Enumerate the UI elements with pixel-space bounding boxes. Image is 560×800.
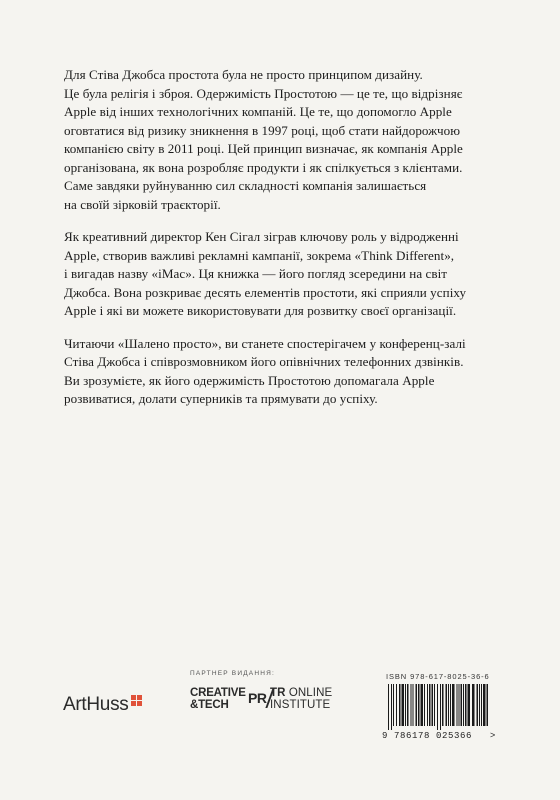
partner-label: ПАРТНЕР ВИДАННЯ: — [190, 670, 276, 677]
barcode-bar — [416, 684, 418, 726]
barcode-end-mark: > — [490, 730, 496, 740]
text-line: і вигадав назву «iMac». Ця книжка — його погляд зсередини на світ — [64, 266, 448, 281]
barcode-bar — [459, 684, 460, 726]
text-line: Саме завдяки руйнуванню сил складності компанія залишається — [64, 178, 427, 193]
barcode-bar — [450, 684, 451, 726]
barcode-bar — [407, 684, 409, 726]
text-line: оговтатися від ризику зникнення в 1997 році, щоб стати найдорожчою — [64, 122, 461, 138]
description-text — [64, 66, 496, 423]
barcode-bar — [411, 684, 412, 726]
text-line: на своїй зірковій траєкторії. — [64, 196, 221, 212]
barcode-bar — [399, 684, 401, 726]
text-line: Apple, створив важливі рекламні кампанії, зокрема «Think Different», — [64, 247, 455, 263]
barcode-bar — [487, 684, 489, 726]
barcode-bar — [427, 684, 428, 726]
barcode-bar — [402, 684, 405, 726]
barcode-bar — [477, 684, 479, 726]
str-logo-text: TR — [270, 687, 286, 699]
text-line: розвиватися, долати суперників та прямувати до успіху. — [64, 391, 378, 406]
barcode-bar — [448, 684, 449, 726]
creative-tech-line1: CREATIVE — [190, 687, 246, 699]
barcode-bar — [421, 684, 424, 726]
text-line: Для Стіва Джобса простота була не просто принципом дизайну. — [64, 67, 423, 82]
publisher-mark-icon — [131, 695, 142, 706]
barcode-bar — [463, 684, 464, 726]
text-line: Читаючи «Шалено просто», ви станете спостерігачем у конференц-залі — [64, 335, 466, 351]
barcode-bar — [405, 684, 406, 726]
barcode-bar — [432, 684, 434, 726]
barcode-bar — [396, 684, 397, 726]
barcode-graphic — [380, 684, 498, 740]
barcode-bar — [461, 684, 463, 726]
barcode-bar — [468, 684, 471, 726]
barcode-bar — [393, 684, 394, 726]
text-line: Це була релігія і зброя. Одержимість Простотою — це те, що відрізняє — [64, 85, 463, 101]
barcode-bar — [452, 684, 455, 726]
creative-tech-logo — [190, 687, 246, 711]
isbn-number: ISBN 978-617-8025-36-6 — [386, 672, 490, 681]
barcode-bar — [424, 684, 425, 726]
online-word: ONLINE — [288, 687, 333, 699]
text-line: Стіва Джобса і співрозмовником його опівнічних телефонних дзвінків. — [64, 354, 464, 369]
pr-logo-text: PR — [248, 690, 267, 706]
cover-footer — [0, 660, 560, 740]
paragraph-3 — [64, 335, 496, 409]
publisher-logo-text: ArtHuss — [63, 694, 129, 715]
barcode-bar — [483, 684, 486, 726]
online-institute-logo — [270, 687, 332, 711]
online-institute-line1 — [270, 687, 332, 699]
barcode-bar — [391, 684, 392, 730]
text-line: Ви зрозумієте, як його одержимість Простотою допомагала Apple — [64, 372, 435, 388]
text-line: компанією світу в 2011 році. Цей принцип визначає, як компанія Apple — [64, 141, 463, 156]
barcode-bar — [442, 684, 444, 726]
barcode-bar — [446, 684, 448, 726]
barcode-bar — [388, 684, 389, 730]
text-line: організована, як вона розробляє продукти і як спілкується з клієнтами. — [64, 159, 463, 175]
barcode-bar — [481, 684, 482, 726]
text-line: Apple і які ви можете використовувати для розвитку своєї організації. — [64, 303, 457, 318]
barcode-bar — [418, 684, 420, 726]
online-institute-line2: INSTITUTE — [270, 699, 331, 711]
paragraph-1 — [64, 66, 496, 214]
barcode-bar — [465, 684, 467, 726]
text-line: Apple від інших технологічних компаній. Це те, що допомогло Apple — [64, 104, 452, 119]
barcode-bar — [472, 684, 475, 726]
barcode-digits: 9 786178 025366 — [382, 731, 473, 740]
paragraph-2 — [64, 228, 496, 321]
barcode-bar — [457, 684, 458, 726]
barcode — [380, 684, 498, 740]
barcode-bar — [434, 684, 435, 726]
barcode-bar — [413, 684, 414, 726]
text-line: Як креативний директор Кен Сігал зіграв ключову роль у відродженні — [64, 229, 459, 244]
barcode-bar — [479, 684, 480, 726]
barcode-bar — [429, 684, 431, 726]
creative-tech-line2: &TECH — [190, 699, 229, 711]
text-line: Джобса. Вона розкриває десять елементів простоти, які сприяли успіху — [64, 284, 467, 300]
barcode-bar — [437, 684, 438, 730]
publisher-logo — [63, 694, 142, 716]
barcode-bar — [440, 684, 441, 730]
